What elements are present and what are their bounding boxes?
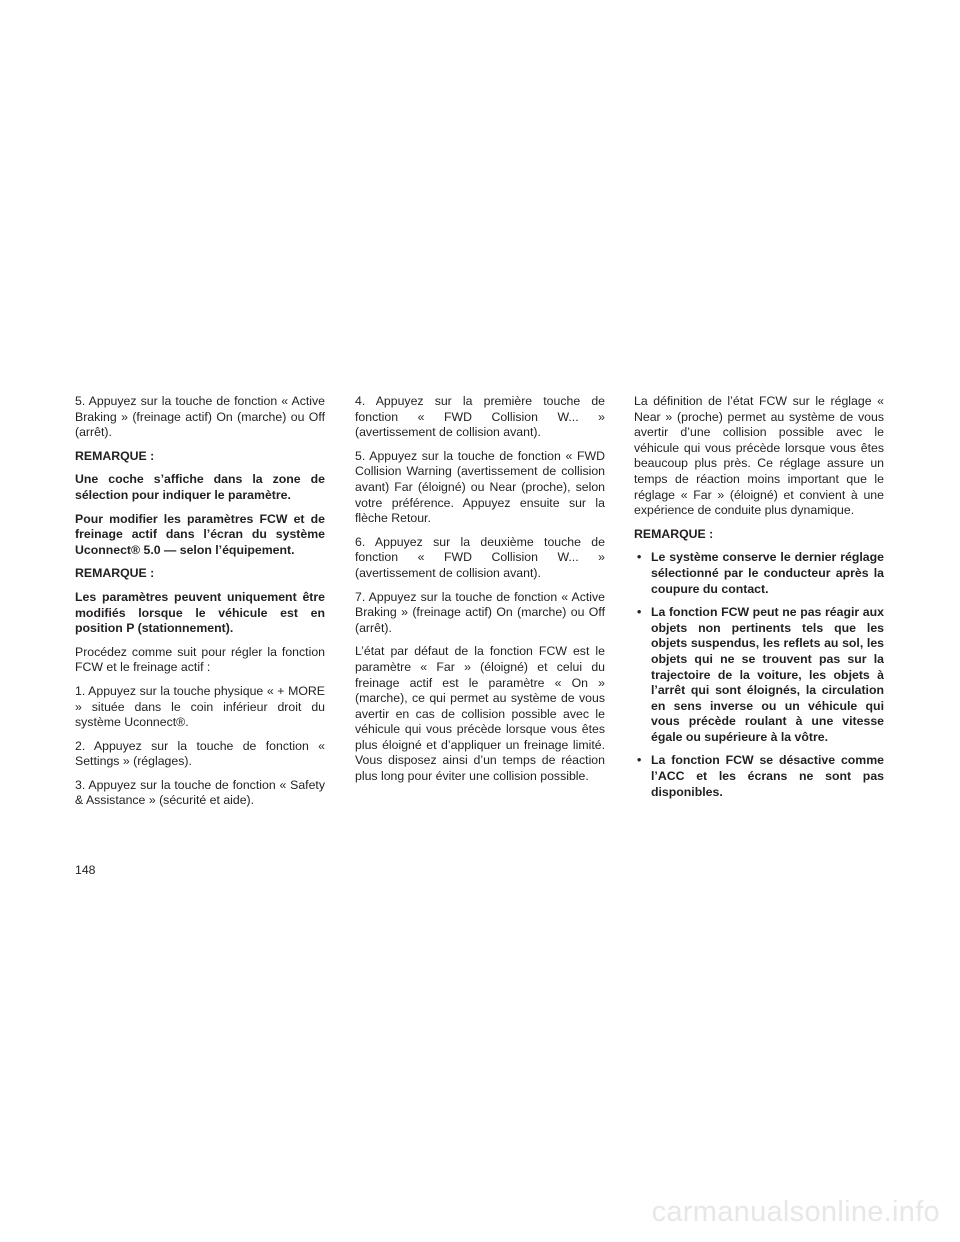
paragraph-step-1: 1. Appuyez sur la touche physique « + MORE » située dans le coin inférieur droit du système Uconnect®. xyxy=(75,683,325,730)
note-heading: REMARQUE : xyxy=(75,448,155,463)
bullet-text: La fonction FCW peut ne pas réagir aux objets non pertinents tels que les objets suspendus, les reflets au sol, les objets qui ne se trouvent pas sur la trajectoire de la voiture, les objets à l’arrêt qui sont éloignés, la circulation en sens inverse ou un véhicule qui vous précède roulant à une vitesse égale ou supérieure à la vôtre. xyxy=(651,605,884,744)
note-heading: REMARQUE : xyxy=(75,566,155,581)
note-text: Les paramètres peuvent uniquement être modifiés lorsque le véhicule est en position P (stationnement). xyxy=(75,589,325,636)
bullet-item xyxy=(634,605,884,745)
note-heading: REMARQUE : xyxy=(634,526,714,541)
paragraph-near-setting: La définition de l’état FCW sur le réglage « Near » (proche) permet au système de vous avertir d’une collision possible avec le véhicule qui vous précède lorsque vous êtes beaucoup plus près. Ce réglage assure un temps de réaction moins important que le réglage « Far » (éloigné) et convient à une expérience de conduite plus dynamique. xyxy=(634,394,884,518)
page-number: 148 xyxy=(75,863,96,877)
bullet-text: La fonction FCW se désactive comme l’ACC et les écrans ne sont pas disponibles. xyxy=(651,753,884,799)
paragraph-intro: Procédez comme suit pour régler la fonction FCW et le freinage actif : xyxy=(75,644,325,675)
paragraph-default-state: L’état par défaut de la fonction FCW est le paramètre « Far » (éloigné) et celui du freinage actif est le paramètre « On » (marche), ce qui permet au système de vous avertir en cas de collision possible avec le véhicule qui vous précède lorsque vous êtes plus éloigné et d’appliquer un freinage limité. Vous disposez ainsi d’un temps de réaction plus long pour éviter une collision possible. xyxy=(355,644,605,784)
bullet-icon: • xyxy=(637,550,642,565)
section-heading: Pour modifier les paramètres FCW et de freinage actif dans l’écran du système Uconnect® 5.0 — selon l’équipement. xyxy=(75,511,325,557)
paragraph-step-5: 5. Appuyez sur la touche de fonction « FWD Collision Warning (avertissement de collision avant) Far (éloigné) ou Near (proche), selon votre préférence. Appuyez ensuite sur la flèche Retour. xyxy=(355,448,605,526)
column-middle xyxy=(355,394,605,793)
note-text: Une coche s’affiche dans la zone de sélection pour indiquer le paramètre. xyxy=(75,472,325,502)
paragraph-step-3: 3. Appuyez sur la touche de fonction « Safety & Assistance » (sécurité et aide). xyxy=(75,777,325,808)
paragraph-step-5: 5. Appuyez sur la touche de fonction « Active Braking » (freinage actif) On (marche) ou Off (arrêt). xyxy=(75,394,325,440)
column-left xyxy=(75,394,325,817)
paragraph-step-7: 7. Appuyez sur la touche de fonction « Active Braking » (freinage actif) On (marche) ou Off (arrêt). xyxy=(355,589,605,635)
paragraph-step-2: 2. Appuyez sur la touche de fonction « Settings » (réglages). xyxy=(75,738,325,769)
watermark: carmanualsonline.info xyxy=(651,1196,940,1228)
bullet-icon: • xyxy=(637,753,642,768)
bullet-item xyxy=(634,753,884,800)
paragraph-step-6: 6. Appuyez sur la deuxième touche de fonction « FWD Collision W... » (avertissement de collision avant). xyxy=(355,534,605,580)
bullet-item xyxy=(634,550,884,597)
bullet-text: Le système conserve le dernier réglage sélectionné par le conducteur après la coupure du contact. xyxy=(651,550,884,596)
paragraph-step-4: 4. Appuyez sur la première touche de fonction « FWD Collision W... » (avertissement de collision avant). xyxy=(355,394,605,440)
column-right xyxy=(634,394,884,808)
bullet-icon: • xyxy=(637,605,642,620)
